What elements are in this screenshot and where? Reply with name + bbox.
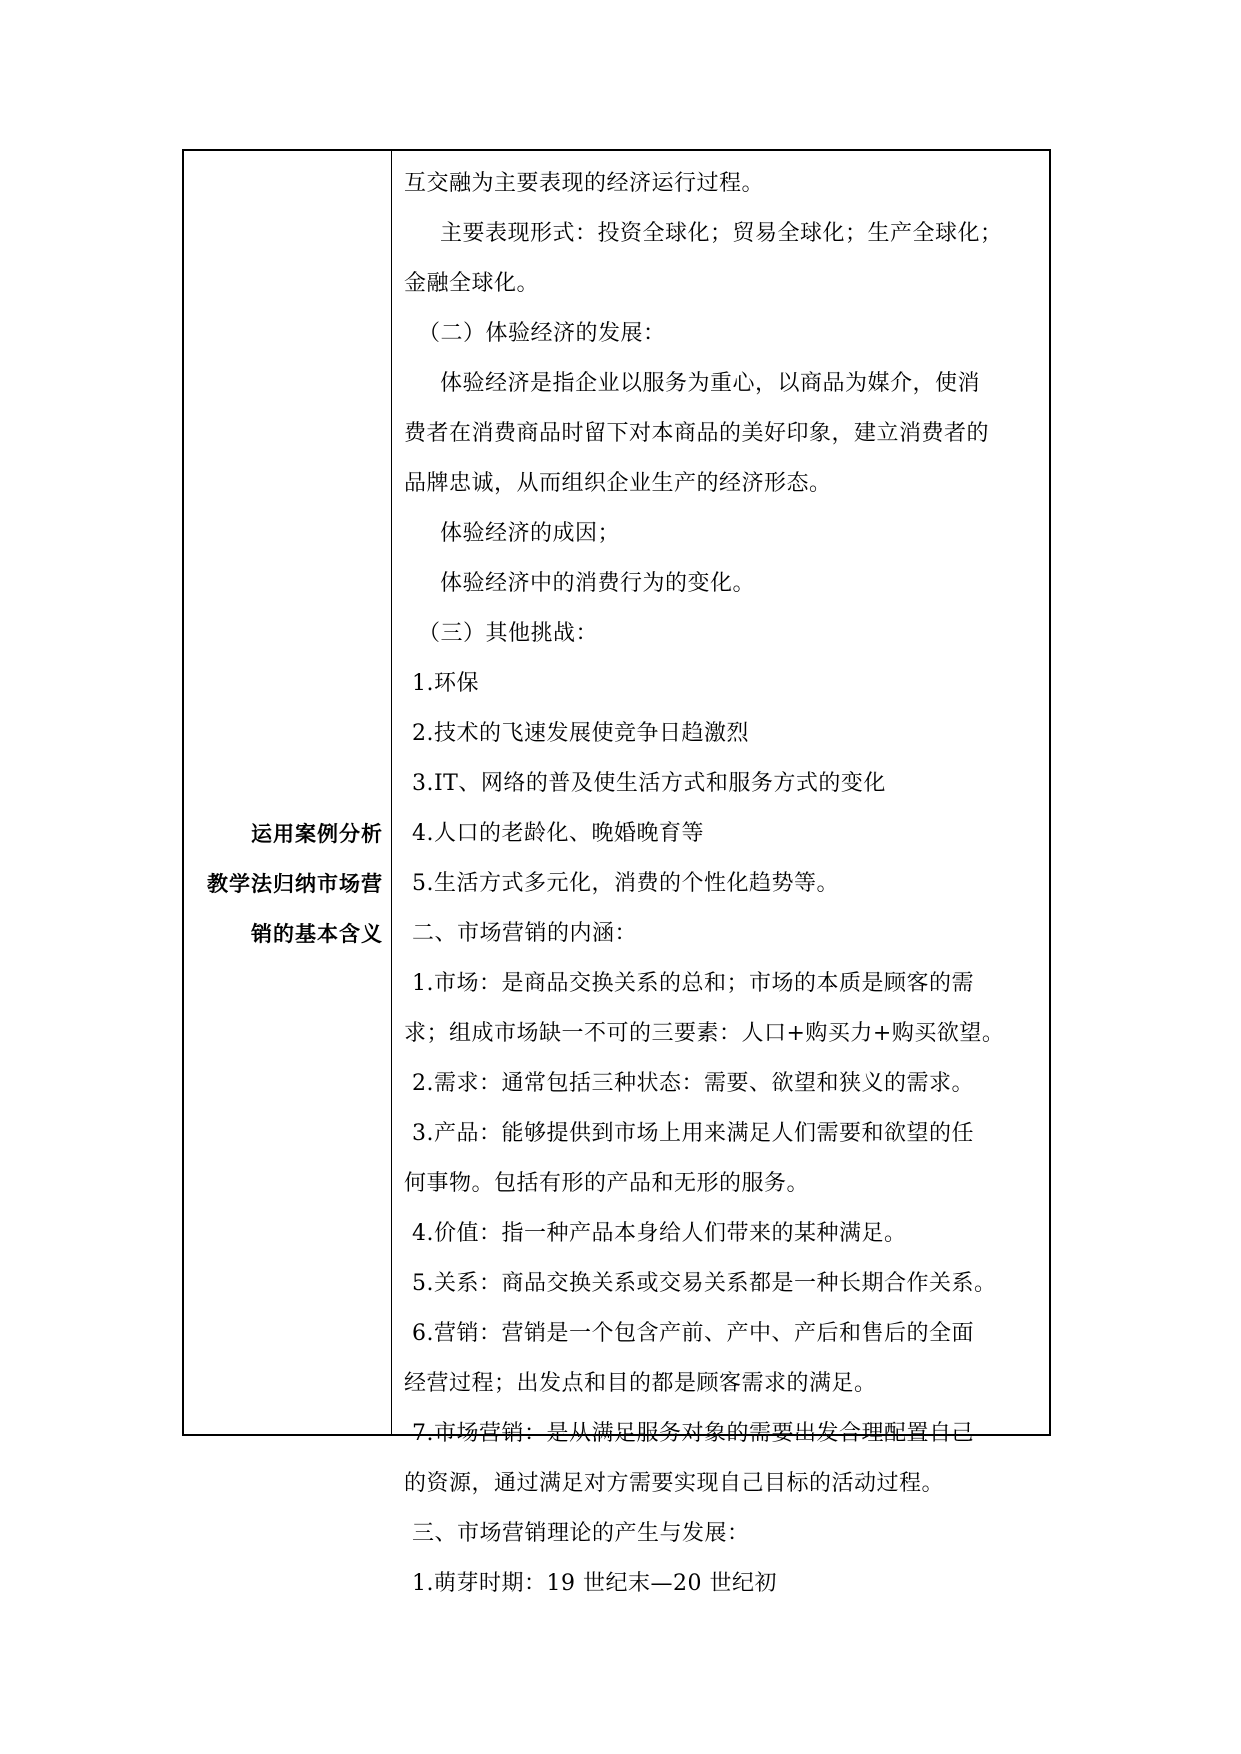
teaching-method-label xyxy=(192,809,383,959)
content-line: 品牌忠诚，从而组织企业生产的经济形态。 xyxy=(404,471,832,496)
content-line: 体验经济的成因； xyxy=(440,521,621,546)
content-line: 主要表现形式：投资全球化；贸易全球化；生产全球化； xyxy=(440,221,1003,246)
content-line: 3.IT、网络的普及使生活方式和服务方式的变化 xyxy=(412,771,886,796)
table-left-cell xyxy=(184,151,392,1434)
teaching-method-label-line: 教学法归纳市场营 xyxy=(207,872,383,896)
content-line: 求；组成市场缺一不可的三要素：人口+购买力+购买欲望。 xyxy=(404,1021,1005,1046)
content-line: 3.产品：能够提供到市场上用来满足人们需要和欲望的任 xyxy=(412,1121,974,1146)
content-line: 4.人口的老龄化、晚婚晚育等 xyxy=(412,821,704,846)
content-line: （二）体验经济的发展： xyxy=(418,321,666,346)
lesson-content xyxy=(404,159,1041,1609)
content-line: 1.环保 xyxy=(412,671,479,696)
content-line: 5.关系：商品交换关系或交易关系都是一种长期合作关系。 xyxy=(412,1271,997,1296)
content-line: 1.市场：是商品交换关系的总和；市场的本质是顾客的需 xyxy=(412,971,974,996)
teaching-method-label-line: 销的基本含义 xyxy=(251,922,383,946)
content-line: 互交融为主要表现的经济运行过程。 xyxy=(404,171,765,196)
table-right-cell xyxy=(392,151,1049,1596)
content-line: 的资源，通过满足对方需要实现自己目标的活动过程。 xyxy=(404,1471,945,1496)
content-line: 三、市场营销理论的产生与发展： xyxy=(412,1521,750,1546)
teaching-method-label-line: 运用案例分析 xyxy=(251,822,383,846)
content-line: 经营过程；出发点和目的都是顾客需求的满足。 xyxy=(404,1371,877,1396)
content-line: 体验经济是指企业以服务为重心，以商品为媒介，使消 xyxy=(440,371,981,396)
content-line: 1.萌芽时期：19 世纪末—20 世纪初 xyxy=(412,1571,777,1596)
content-line: 何事物。包括有形的产品和无形的服务。 xyxy=(404,1171,810,1196)
content-line: （三）其他挑战： xyxy=(418,621,599,646)
content-line: 体验经济中的消费行为的变化。 xyxy=(440,571,756,596)
content-line: 2.技术的飞速发展使竞争日趋激烈 xyxy=(412,721,749,746)
content-line: 5.生活方式多元化，消费的个性化趋势等。 xyxy=(412,871,839,896)
content-table xyxy=(182,149,1051,1596)
content-line: 费者在消费商品时留下对本商品的美好印象，建立消费者的 xyxy=(404,421,990,446)
content-line: 7.市场营销：是从满足服务对象的需要出发合理配置自己 xyxy=(412,1421,974,1446)
content-line: 6.营销：营销是一个包含产前、产中、产后和售后的全面 xyxy=(412,1321,974,1346)
content-line: 4.价值：指一种产品本身给人们带来的某种满足。 xyxy=(412,1221,907,1246)
content-line: 二、市场营销的内涵： xyxy=(412,921,638,946)
content-line: 金融全球化。 xyxy=(404,271,540,296)
content-line: 2.需求：通常包括三种状态：需要、欲望和狭义的需求。 xyxy=(412,1071,974,1096)
